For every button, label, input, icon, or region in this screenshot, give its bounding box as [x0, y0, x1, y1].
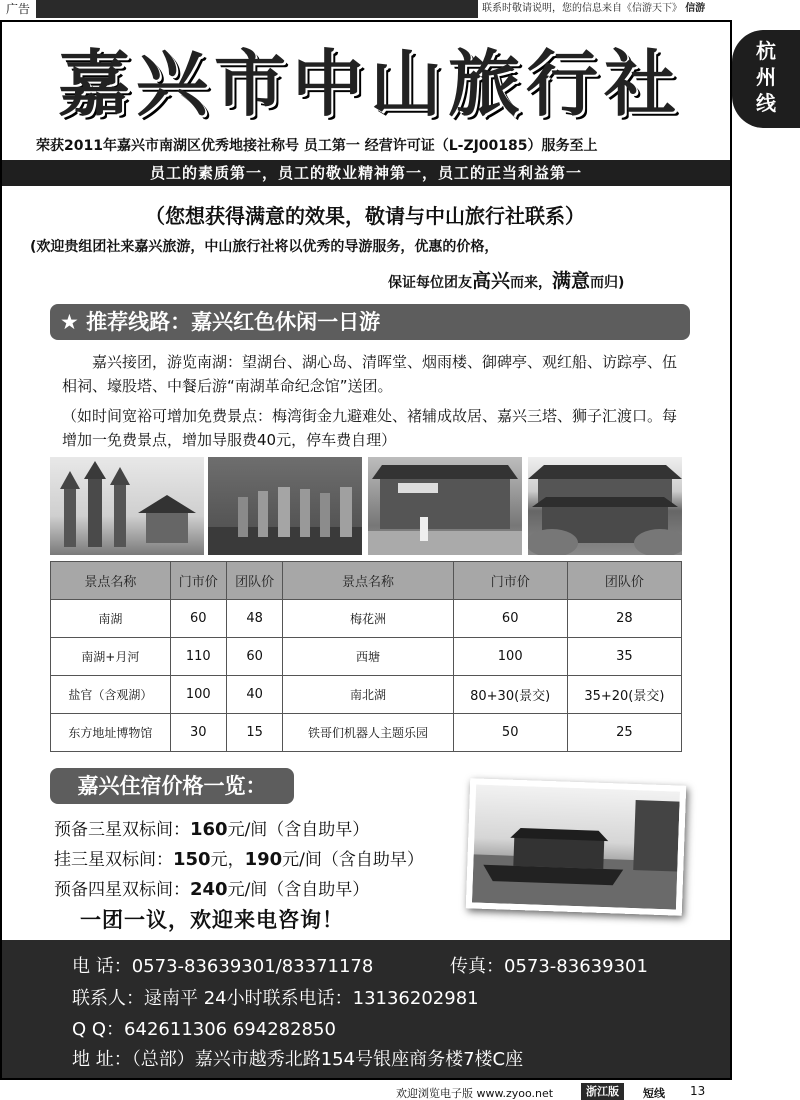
table-cell: 110	[170, 638, 226, 676]
photo-strip	[50, 457, 682, 555]
region-tab	[732, 30, 800, 128]
award-subtitle: 荣获2011年嘉兴市南湖区优秀地接社称号 员工第一 经营许可证（L-ZJ00185）服务至上	[36, 138, 598, 154]
table-cell: 100	[170, 676, 226, 714]
page-number: 13	[690, 1084, 706, 1098]
tab-char: 杭	[756, 39, 776, 63]
hotel-price: 240	[190, 879, 228, 900]
table-cell: 铁哥们机器人主题乐园	[283, 714, 453, 752]
table-row	[51, 676, 682, 714]
fax-line: 传真：0573-83639301	[450, 956, 648, 977]
table-cell: 30	[170, 714, 226, 752]
museum-statues-photo	[208, 457, 362, 555]
hotel-label: 预备四星双标间：	[54, 880, 190, 900]
col-header: 景点名称	[51, 562, 171, 600]
route-heading: ★ 推荐线路：嘉兴红色休闲一日游	[50, 304, 690, 340]
pavilion-photo	[368, 457, 522, 555]
table-row	[51, 714, 682, 752]
table-cell: 25	[567, 714, 681, 752]
hotel-heading: 嘉兴住宿价格一览：	[50, 768, 294, 804]
hotel-unit: 元/间（含自助早）	[227, 880, 370, 900]
publisher-logo: 信游	[685, 3, 706, 14]
table-cell: 48	[226, 600, 282, 638]
col-header: 团队价	[226, 562, 282, 600]
hotel-unit: 元/间（含自助早）	[282, 850, 424, 870]
table-cell: 80+30(景交)	[453, 676, 567, 714]
table-cell: 100	[453, 638, 567, 676]
address-line: 地 址：（总部）嘉兴市越秀北路154号银座商务楼7楼C座	[72, 1049, 524, 1070]
contact-block	[2, 940, 730, 1078]
welcome-line-2	[388, 266, 718, 293]
hotel-price-line	[54, 815, 369, 840]
table-cell: 南湖	[51, 600, 171, 638]
welcome-text: 而归)	[590, 275, 625, 291]
hotel-unit: 元/间（含自助早）	[227, 820, 370, 840]
welcome-text: 而来，	[510, 275, 553, 291]
hotel-price: 150	[173, 849, 211, 870]
tab-char: 线	[756, 91, 776, 115]
col-header: 景点名称	[283, 562, 453, 600]
hotel-unit: 元，	[210, 850, 245, 870]
table-cell: 60	[453, 600, 567, 638]
agency-title: 嘉兴市中山旅行社	[57, 42, 682, 126]
hotel-label: 挂三星双标间：	[54, 850, 173, 870]
welcome-emphasis: 高兴	[472, 270, 511, 292]
hotel-price: 190	[244, 849, 283, 870]
qq-line: Q Q：642611306 694282850	[72, 1019, 336, 1040]
table-cell: 梅花洲	[283, 600, 453, 638]
edition-badge: 浙江版	[581, 1083, 624, 1100]
footer-website: 欢迎浏览电子版 www.zyoo.net	[396, 1087, 554, 1100]
section-label: 短线	[643, 1087, 665, 1100]
route-extra-note: （如时间宽裕可增加免费景点：梅湾街金九避难处、褚辅成故居、嘉兴三塔、狮子汇渡口。每增加一免费景点，增加导服费40元，停车费自理）	[62, 407, 678, 449]
col-header: 团队价	[567, 562, 681, 600]
table-cell: 南湖+月河	[51, 638, 171, 676]
contact-heading: （您想获得满意的效果，敬请与中山旅行社联系）	[145, 204, 585, 228]
table-cell: 西塘	[283, 638, 453, 676]
table-cell: 60	[226, 638, 282, 676]
red-boat-photo	[466, 778, 686, 915]
table-cell: 东方地址博物馆	[51, 714, 171, 752]
table-cell: 15	[226, 714, 282, 752]
route-description: 嘉兴接团，游览南湖：望湖台、湖心岛、清晖堂、烟雨楼、御碑亭、观红船、访踪亭、伍相祠、壕股塔、中餐后游“南湖革命纪念馆”送团。	[62, 353, 678, 395]
tab-char: 州	[756, 65, 776, 89]
table-cell: 50	[453, 714, 567, 752]
welcome-text: 保证每位团友	[388, 275, 472, 291]
consult-slogan: 一团一议，欢迎来电咨询！	[80, 908, 344, 932]
slogan-bar: 员工的素质第一，员工的敬业精神第一，员工的正当利益第一	[2, 160, 730, 186]
table-row	[51, 638, 682, 676]
top-bar	[0, 0, 800, 18]
table-cell: 28	[567, 600, 681, 638]
price-table	[50, 561, 682, 752]
welcome-line-1: (欢迎贵组团社来嘉兴旅游，中山旅行社将以优秀的导游服务，优惠的价格，	[30, 239, 499, 255]
ad-label: 广告	[0, 0, 36, 18]
col-header: 门市价	[453, 562, 567, 600]
hotel-price: 160	[190, 819, 228, 840]
table-header-row	[51, 562, 682, 600]
table-cell: 40	[226, 676, 282, 714]
temple-hall-photo	[528, 457, 682, 555]
hotel-price-line	[54, 845, 424, 870]
table-row	[51, 600, 682, 638]
contact-person-line: 联系人：逯南平 24小时联系电话：13136202981	[72, 988, 479, 1009]
pagoda-photo	[50, 457, 204, 555]
table-cell: 35+20(景交)	[567, 676, 681, 714]
page-footer	[0, 1083, 800, 1100]
table-cell: 60	[170, 600, 226, 638]
hotel-label: 预备三星双标间：	[54, 820, 190, 840]
hotel-price-line	[54, 875, 369, 900]
table-cell: 35	[567, 638, 681, 676]
notice-text: 联系时敬请说明，您的信息来自《信游天下》	[482, 3, 682, 14]
phone-line: 电 话：0573-83639301/83371178	[72, 956, 374, 977]
table-cell: 盐官（含观湖）	[51, 676, 171, 714]
welcome-emphasis: 满意	[552, 270, 591, 292]
source-notice	[478, 0, 800, 18]
table-cell: 南北湖	[283, 676, 453, 714]
col-header: 门市价	[170, 562, 226, 600]
